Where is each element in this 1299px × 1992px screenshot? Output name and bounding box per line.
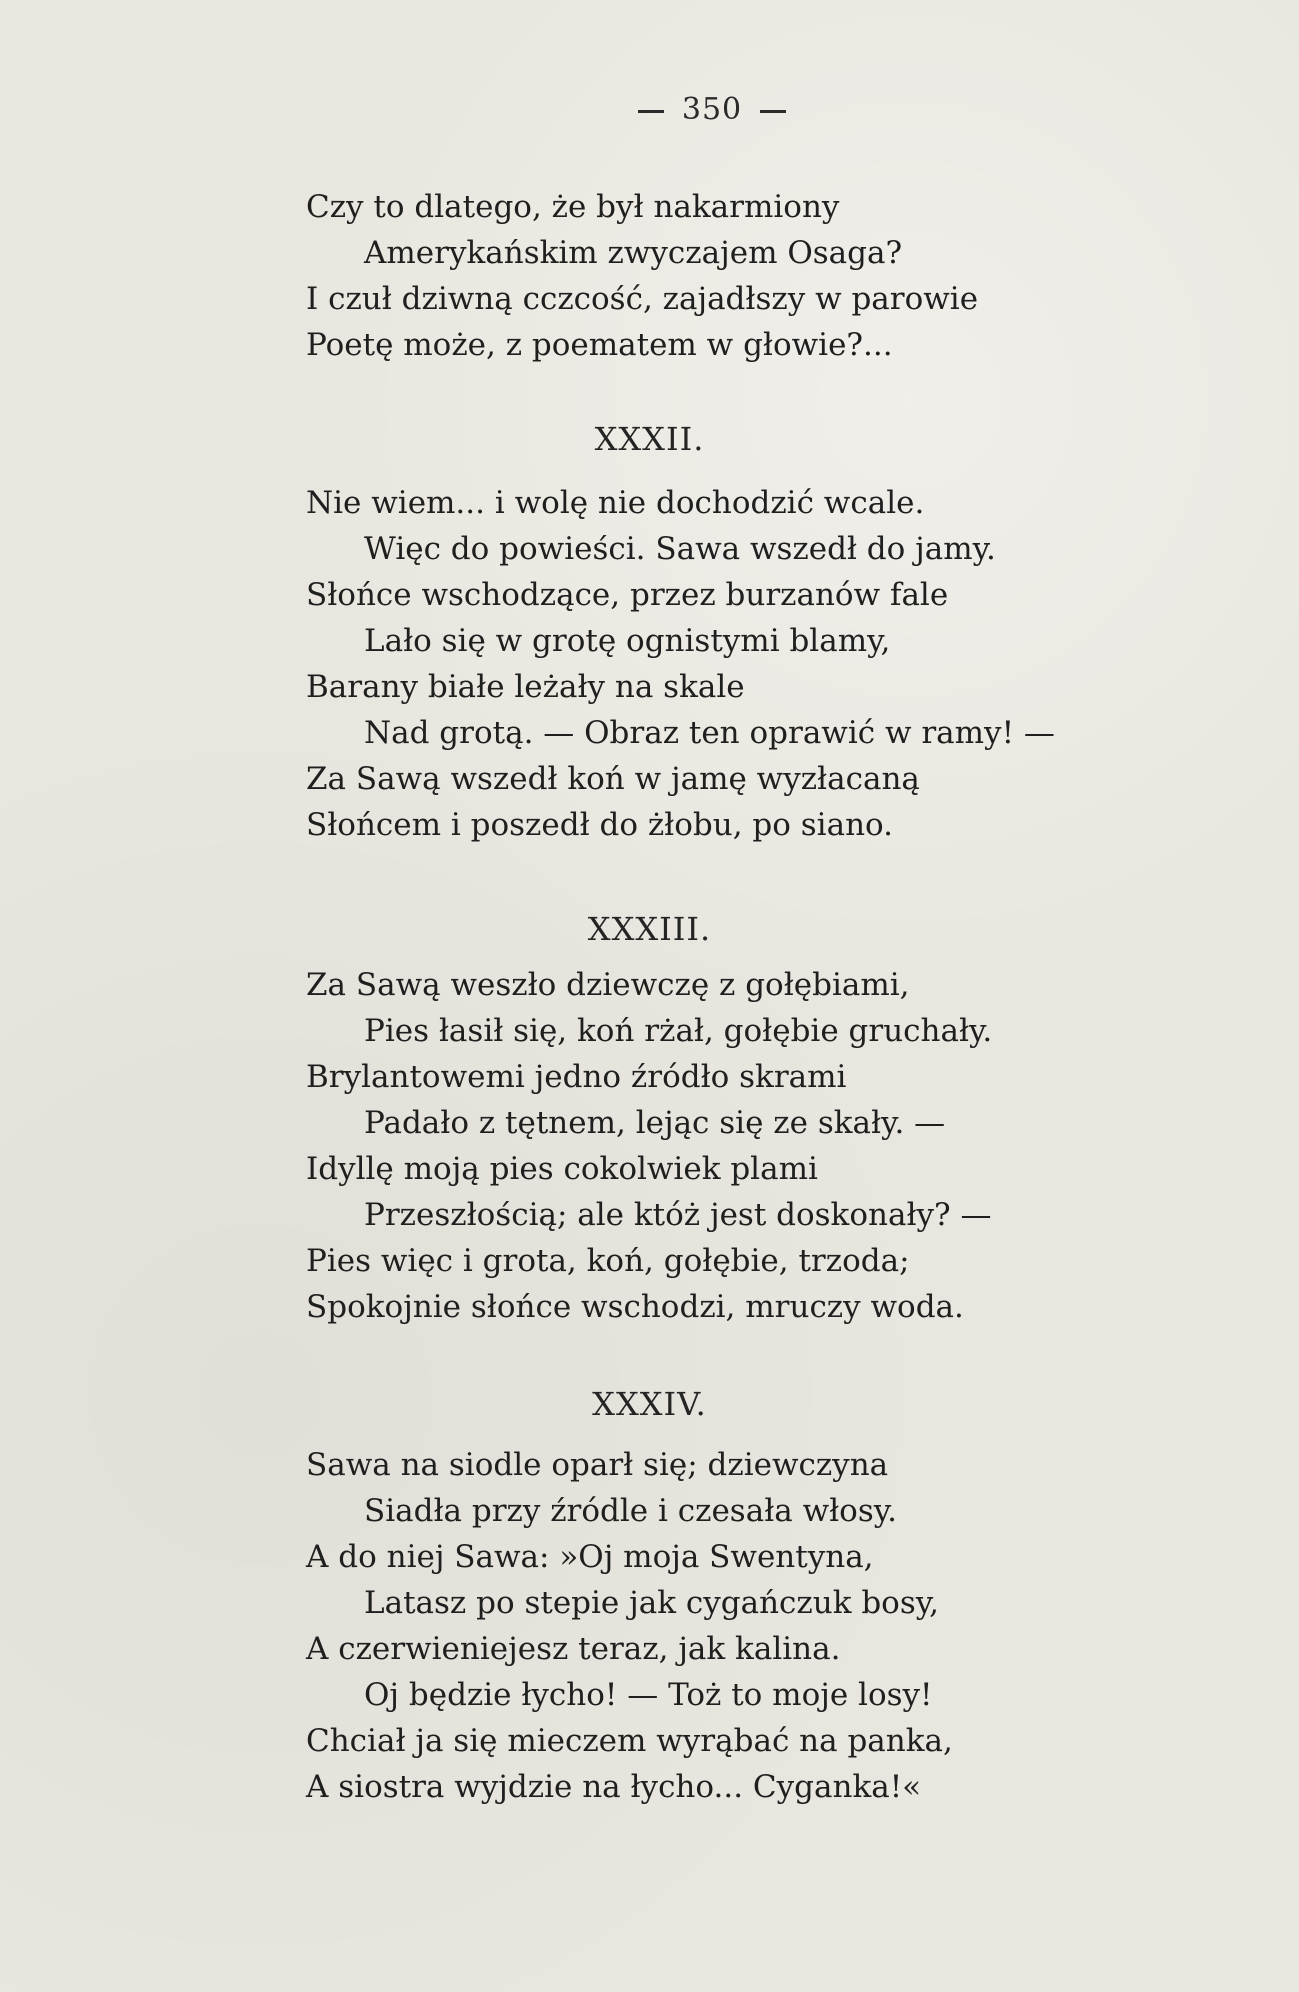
page-number: [612, 92, 812, 127]
poem-line: A siostra wyjdzie na łycho... Cyganka!«: [306, 1769, 922, 1805]
poem-line: Padało z tętnem, lejąc się ze skały. —: [364, 1105, 946, 1141]
poem-line: Przeszłością; ale któż jest doskonały? —: [364, 1197, 992, 1233]
poem-line: Słońce wschodzące, przez burzanów fale: [306, 577, 949, 613]
stanza-xxxii: [306, 480, 1126, 848]
poem-line: A czerwieniejesz teraz, jak kalina.: [306, 1631, 841, 1667]
poem-line: Amerykańskim zwyczajem Osaga?: [364, 235, 903, 271]
intro-stanza: [306, 184, 1126, 368]
section-heading-xxxiii: XXXIII.: [587, 910, 712, 948]
poem-line: Nie wiem... i wolę nie dochodzić wcale.: [306, 485, 925, 521]
poem-line: Nad grotą. — Obraz ten oprawić w ramy! —: [364, 715, 1055, 751]
poem-line: Więc do powieści. Sawa wszedł do jamy.: [364, 531, 996, 567]
poem-line: Pies więc i grota, koń, gołębie, trzoda;: [306, 1243, 910, 1279]
poem-line: A do niej Sawa: »Oj moja Swentyna,: [306, 1539, 874, 1575]
poem-line: Lało się w grotę ognistymi blamy,: [364, 623, 891, 659]
poem-line: Idyllę moją pies cokolwiek plami: [306, 1151, 818, 1187]
poem-line: Barany białe leżały na skale: [306, 669, 745, 705]
section-heading-xxxii: XXXII.: [594, 420, 705, 458]
poem-line: Pies łasił się, koń rżał, gołębie gruchały.: [364, 1013, 993, 1049]
poem-line: Oj będzie łycho! — Toż to moje losy!: [364, 1677, 933, 1713]
poem-line: Za Sawą wszedł koń w jamę wyzłacaną: [306, 761, 920, 797]
stanza-xxxiii: [306, 962, 1126, 1330]
poem-line: Latasz po stepie jak cygańczuk bosy,: [364, 1585, 939, 1621]
poem-line: I czuł dziwną cczcość, zajadłszy w parowie: [306, 281, 979, 317]
page-number-right-dash: [760, 110, 786, 113]
poem-line: Słońcem i poszedł do żłobu, po siano.: [306, 807, 894, 843]
section-heading-xxxiv: XXXIV.: [592, 1385, 707, 1423]
poem-line: Poetę może, z poematem w głowie?...: [306, 327, 893, 363]
poem-line: Za Sawą weszło dziewczę z gołębiami,: [306, 967, 910, 1003]
poem-line: Chciał ja się mieczem wyrąbać na panka,: [306, 1723, 953, 1759]
poem-line: Brylantowemi jedno źródło skrami: [306, 1059, 847, 1095]
page-number-text: 350: [681, 92, 743, 127]
poem-line: Siadła przy źródle i czesała włosy.: [364, 1493, 897, 1529]
poem-line: Spokojnie słońce wschodzi, mruczy woda.: [306, 1289, 964, 1325]
page-number-left-dash: [638, 110, 664, 113]
poem-line: Sawa na siodle oparł się; dziewczyna: [306, 1447, 889, 1483]
poem-line: Czy to dlatego, że był nakarmiony: [306, 189, 840, 225]
stanza-xxxiv: [306, 1442, 1126, 1810]
